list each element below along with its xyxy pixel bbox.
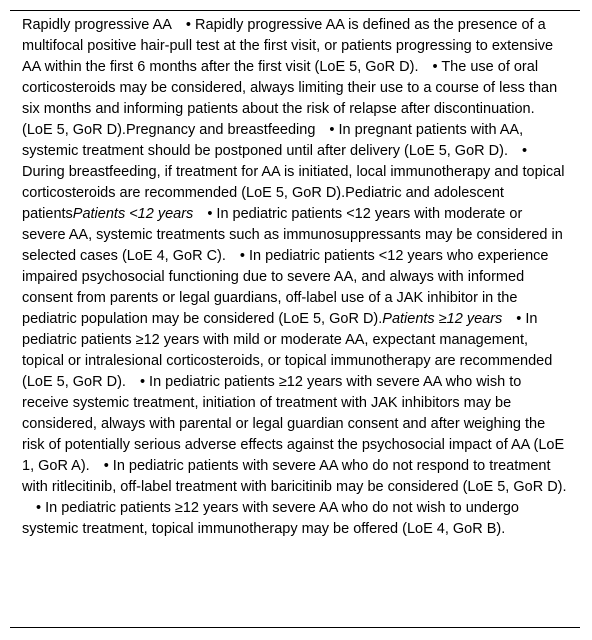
recommendation-item: • The use of oral corticosteroids may be considered, always limiting their use to a course of less than six months and informing patients about the risk of relapse after discontinuation. (LoE 5, GoR D).	[22, 59, 558, 138]
recommendation-item: • In pediatric patients with severe AA who do not respond to treatment with ritlecitinib, off-label treatment with baricitinib may be considered (LoE 5, GoR D).	[22, 458, 567, 495]
subsection-title-under-12: Patients <12 years	[72, 206, 194, 222]
recommendation-item: • In pediatric patients ≥12 years with severe AA who wish to receive systemic treatment, initiation of treatment with JAK inhibitors may be considered, always with parental or legal guardian consent and after weighing the risk of potentially serious adverse effects against the psychosocial impact of AA (LoE 1, GoR A).	[22, 374, 565, 474]
section-title-pediatric: Pediatric and adolescent patients	[22, 185, 504, 222]
recommendation-item: • In pregnant patients with AA, systemic treatment should be postponed until after delivery (LoE 5, GoR D).	[22, 122, 524, 159]
recommendation-item: • During breastfeeding, if treatment for AA is initiated, local immunotherapy and topical corticosteroids are recommended (LoE 5, GoR D).	[22, 143, 565, 201]
table-cell	[10, 11, 580, 540]
recommendation-item: • Rapidly progressive AA is defined as the presence of a multifocal positive hair-pull test at the first visit, or patients progressing to extensive AA within the first 6 months after the first visit (LoE 5, GoR D).	[22, 17, 554, 75]
recommendation-item: • In pediatric patients <12 years who experience impaired psychosocial functioning due to severe AA, and always with informed consent from parents or legal guardians, off-label use of a JAK inhibitor in the pediatric population may be considered (LoE 5, GoR D).	[22, 248, 549, 327]
subsection-title-over-12: Patients ≥12 years	[382, 311, 503, 327]
recommendation-item: • In pediatric patients ≥12 years with mild or moderate AA, expectant management, topical or intralesional corticosteroids, or topical immunotherapy are recommended (LoE 5, GoR D).	[22, 311, 553, 390]
recommendation-item: • In pediatric patients ≥12 years with severe AA who do not wish to undergo systemic treatment, topical immunotherapy may be offered (LoE 4, GoR B).	[22, 500, 519, 537]
recommendations-table	[10, 10, 580, 628]
section-title-rapidly-progressive: Rapidly progressive AA	[22, 17, 172, 33]
section-title-pregnancy: Pregnancy and breastfeeding	[125, 122, 316, 138]
recommendation-item: • In pediatric patients <12 years with moderate or severe AA, systemic treatments such as immunosuppressants may be considered in selected cases (LoE 4, GoR C).	[22, 206, 563, 264]
